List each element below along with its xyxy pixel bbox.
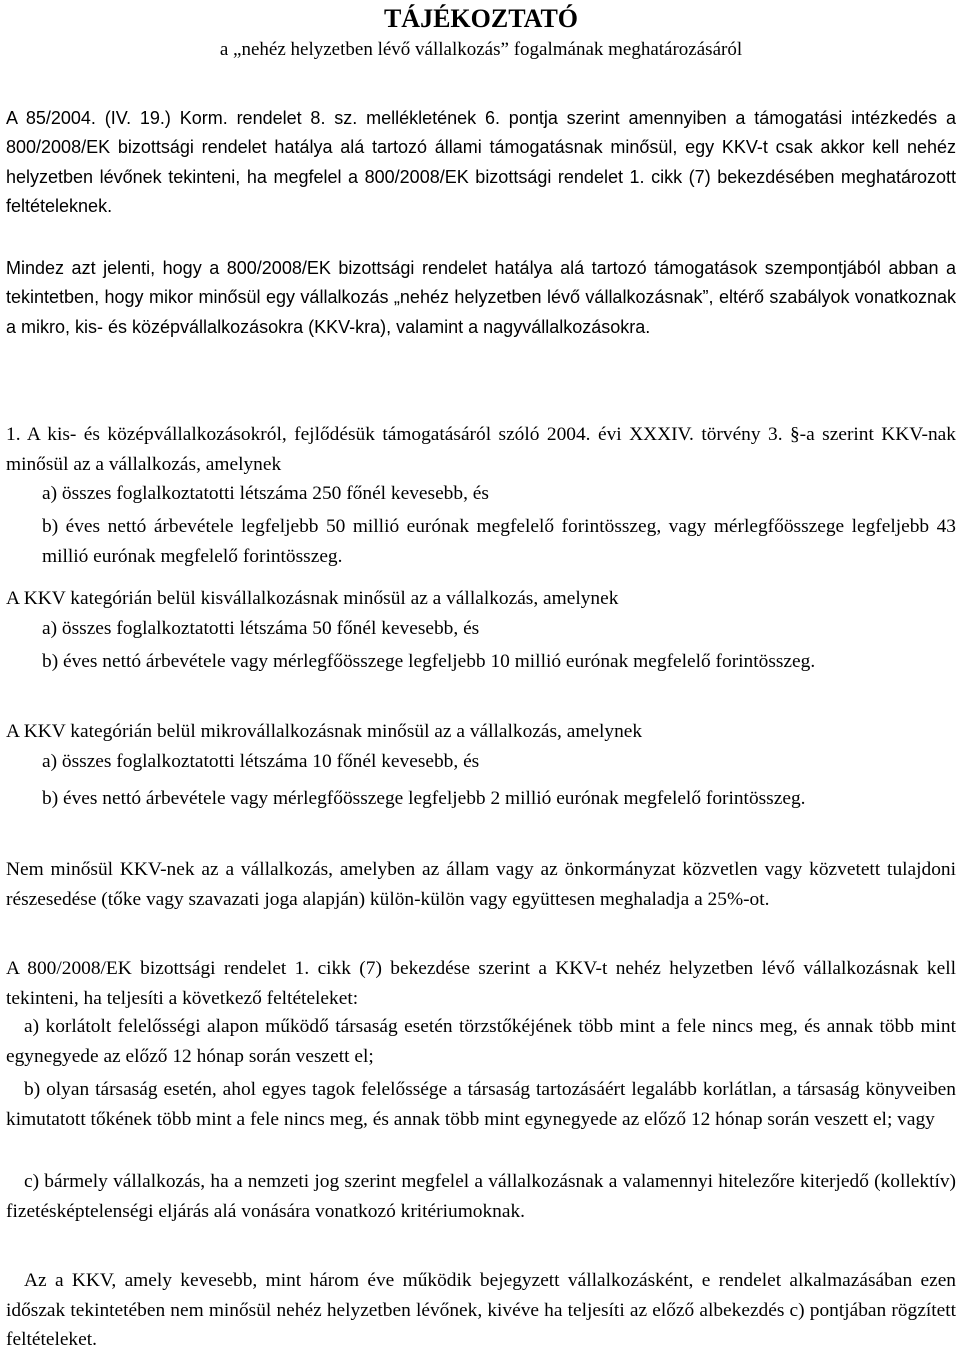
intro-paragraph-1: A 85/2004. (IV. 19.) Korm. rendelet 8. sz. mellékletének 6. pontja szerint amennyiben a támogatási intézkedés a 800/2008/EK bizottsági rendelet hatálya alá tartozó állami támogatásnak minősül, egy KKV-t csak akkor kell nehéz helyzetben lévőnek tekinteni, ha megfelel a 800/2008/EK bizottsági rendelet 1. cikk (7) bekezdésében meghatározott feltételeknek. — [6, 108, 956, 217]
rule-condition-b: b) olyan társaság esetén, ahol egyes tagok felelőssége a társaság tartozásáért legalább korlátlan, a társaság könyveiben kimutatott tőkének több mint a fele nincs meg, és annak több mint egynegyede az előző 12 hónap során veszett el; vagy — [6, 1079, 956, 1130]
document-title: TÁJÉKOZTATÓ — [383, 4, 579, 33]
micro-enterprise-criterion-b: b) éves nettó árbevétele vagy mérlegfőösszege legfeljebb 2 millió eurónak megfelelő forintösszeg. — [42, 788, 806, 809]
small-enterprise-intro: A KKV kategórián belül kisvállalkozásnak minősül az a vállalkozás, amelynek — [6, 588, 619, 609]
small-enterprise-criterion-a: a) összes foglalkoztatotti létszáma 50 főnél kevesebb, és — [42, 618, 480, 639]
rule-condition-a: a) korlátolt felelősségi alapon működő társaság esetén törzstőkéjének több mint a fele nincs meg, és annak több mint egynegyede az előző 12 hónap során veszett el; — [6, 1016, 956, 1067]
small-enterprise-criterion-b: b) éves nettó árbevétele vagy mérlegfőösszege legfeljebb 10 millió eurónak megfelelő forintösszeg. — [42, 651, 816, 672]
kkv-criterion-a: a) összes foglalkoztatotti létszáma 250 főnél kevesebb, és — [42, 483, 489, 504]
rule-intro: A 800/2008/EK bizottsági rendelet 1. cikk (7) bekezdése szerint a KKV-t nehéz helyzetben lévő vállalkozásnak kell tekinteni, ha teljesíti a következő feltételeket: — [6, 958, 956, 1009]
non-kkv-paragraph: Nem minősül KKV-nek az a vállalkozás, amelyben az állam vagy az önkormányzat közvetlen vagy közvetett tulajdoni részesedése (tőke vagy szavazati joga alapján) külön-külön vagy együttesen meghaladja a 25%-ot. — [6, 859, 956, 910]
kkv-criterion-b: b) éves nettó árbevétele legfeljebb 50 millió eurónak megfelelő forintösszeg, vagy mérlegfőösszege legfeljebb 43 millió eurónak megfelelő forintösszeg. — [42, 516, 956, 567]
micro-enterprise-criterion-a: a) összes foglalkoztatotti létszáma 10 főnél kevesebb, és — [42, 751, 480, 772]
section-1-heading: 1. A kis- és középvállalkozásokról, fejlődésük támogatásáról szóló 2004. évi XXXIV. törvény 3. §-a szerint KKV-nak minősül az a vállalkozás, amelynek — [6, 424, 956, 475]
final-paragraph: Az a KKV, amely kevesebb, mint három éve működik bejegyzett vállalkozásként, e rendelet alkalmazásában ezen időszak tekintetében nem minősül nehéz helyzetben lévőnek, kivéve ha teljesíti az előző albekezdés c) pontjában rögzített feltételeket. — [6, 1270, 956, 1351]
micro-enterprise-intro: A KKV kategórián belül mikrovállalkozásnak minősül az a vállalkozás, amelynek — [6, 721, 643, 742]
document-subtitle: a „nehéz helyzetben lévő vállalkozás” fogalmának meghatározásáról — [219, 39, 743, 60]
rule-condition-c: c) bármely vállalkozás, ha a nemzeti jog szerint megfelel a vállalkozásnak a valamennyi hitelezőre kiterjedő (kollektív) fizetésképtelenségi eljárás alá vonására vonatkozó kritériumoknak. — [6, 1171, 956, 1222]
intro-paragraph-2: Mindez azt jelenti, hogy a 800/2008/EK bizottsági rendelet hatálya alá tartozó támogatások szempontjából abban a tekintetben, hogy mikor minősül egy vállalkozás „nehéz helyzetben lévő vállalkozásnak”, eltérő szabályok vonatkoznak a mikro, kis- és középvállalkozásokra (KKV-kra), valamint a nagyvállalkozásokra. — [6, 258, 956, 337]
